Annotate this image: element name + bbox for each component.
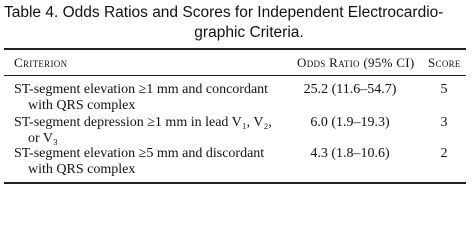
score-cell: 3 [440, 115, 448, 130]
score-cell: 2 [440, 146, 448, 161]
table-bottom-rule [4, 182, 466, 184]
odds-ratio-cell: 25.2 (11.6–54.7) [303, 82, 397, 97]
criterion-line-2: or V₃ [28, 131, 58, 146]
table-header-rule [4, 75, 466, 76]
odds-ratio-cell: 4.3 (1.8–10.6) [310, 146, 390, 161]
score-cell: 5 [440, 82, 448, 97]
table-caption [4, 3, 474, 43]
criterion-cell [14, 82, 284, 114]
criterion-cell [14, 146, 284, 178]
caption-line-1: Table 4. Odds Ratios and Scores for Independent Electrocardio- [4, 4, 444, 21]
criterion-line-2: with QRS complex [28, 162, 136, 177]
criterion-line-1: ST-segment depression ≥1 mm in lead V₁, V₂, [14, 115, 272, 130]
table-top-rule [4, 48, 466, 50]
criterion-line-1: ST-segment elevation ≥5 mm and discordant [14, 146, 265, 161]
header-score: Score [428, 55, 461, 70]
header-odds-ratio: Odds Ratio (95% CI) [297, 55, 415, 70]
odds-ratio-cell: 6.0 (1.9–19.3) [310, 115, 390, 130]
criterion-line-1: ST-segment elevation ≥1 mm and concordant [14, 82, 269, 97]
criterion-line-2: with QRS complex [28, 98, 136, 113]
criterion-cell [14, 115, 284, 147]
header-criterion: Criterion [14, 55, 68, 70]
caption-line-2: graphic Criteria. [194, 24, 304, 41]
